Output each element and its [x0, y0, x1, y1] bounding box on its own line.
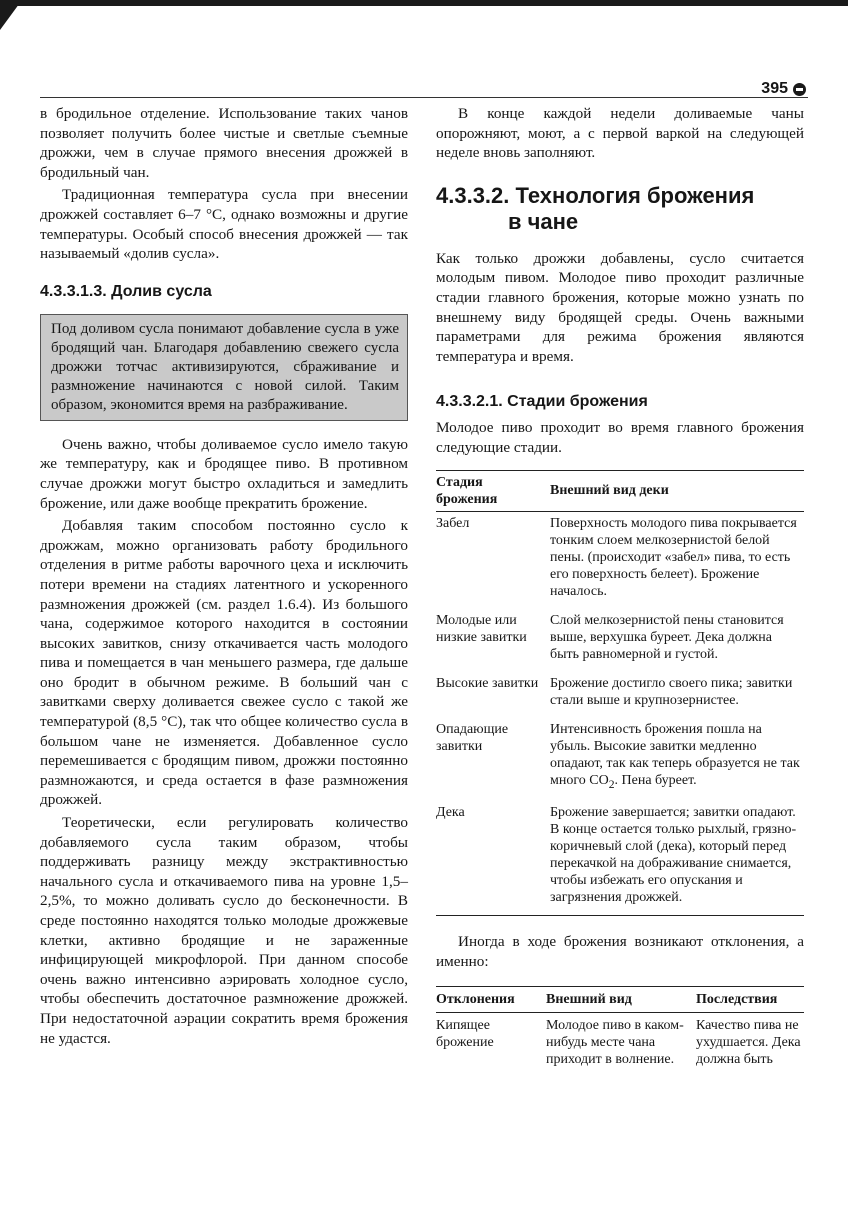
header-consequence: Последствия [696, 991, 778, 1007]
paragraph: Традиционная температура сусла при внесении дрожжей составляет 6–7 °С, однако возможны и другие температуры. Особый способ внесения дрожжей — так называемый «долив сусла». [40, 186, 408, 263]
left-column [40, 104, 408, 1048]
paragraph: Молодое пиво проходит во время главного брожения следующие стадии. [436, 419, 804, 456]
table-row [436, 718, 804, 802]
paragraph: Очень важно, чтобы доливаемое сусло имело такую же температуру, как и бродящее пиво. В противном случае дрожжи могут быстро охладиться и замедлить брожение, или даже вообще прекратить брожение. [40, 435, 408, 512]
table-header-row [436, 470, 804, 511]
top-border [0, 0, 848, 6]
section-heading-stages: 4.3.3.2.1. Стадии брожения [436, 393, 648, 411]
header-appearance: Внешний вид деки [550, 483, 669, 499]
table-row [436, 672, 804, 718]
appearance-cell: Молодое пиво в каком-нибудь месте чана приходит в волнение. [546, 1017, 684, 1067]
stage-cell: Дека [436, 805, 465, 821]
appearance-cell: Брожение достигло своего пика; завитки стали выше и крупнозернистее. [550, 675, 793, 708]
paragraph: Как только дрожжи добавлены, сусло считается молодым пивом. Молодое пиво проходит различные стадии главного брожения, которые можно узнать по внешнему виду бродящей среды. Очень важными параметрами для режима брожения являются температура и время. [436, 249, 804, 365]
paragraph: Добавляя таким способом постоянно сусло к дрожжам, можно организовать работу бродильного отделения в ритме работы варочного цеха и исключить потери времени на стадиях латентного и ускоренного размножения дрожжей (см. раздел 1.6.4). Из большого чана, содержимое которого находится в состоянии высоких завитков, снизу откачивается часть молодого пива и помещается в чан меньшего размера, где дальше оно бродит в обычном режиме. В больший чан с завитками сверху доливается свежее сусло с такой же температурой (8,5 °С), так что общее количество сусла в большом чане не изменяется. Добавленное сусло перемешивается с бродящим пивом, дрожжи постоянно размножаются, и среда остается в фазе размножения дрожжей. [40, 517, 408, 809]
definition-box [40, 314, 408, 421]
page-marker-icon [793, 83, 806, 96]
paragraph: Иногда в ходе брожения возникают отклонения, а именно: [436, 933, 804, 970]
appearance-text: Интенсивность брожения пошла на убыль. Высокие завитки медленно опадают, так как теперь образуется не так много CO [550, 721, 800, 788]
stage-cell: Опадающие завитки [436, 721, 509, 754]
stage-cell: Высокие завитки [436, 675, 539, 691]
header-deviation: Отклонения [436, 991, 515, 1007]
stages-table [436, 470, 804, 917]
corner-mark [0, 0, 22, 30]
appearance-cell: Поверхность молодого пива покрывается тонким слоем мелкозернистой белой пены. (происходит «забел» пива, то есть его поверхность белеет). Брожение началось. [550, 515, 797, 599]
paragraph: В конце каждой недели доливаемые чаны опорожняют, моют, а с первой варкой на следующей неделе вновь заполняют. [436, 105, 804, 162]
table-row [436, 801, 804, 916]
header-rule [40, 97, 808, 98]
table-row [436, 609, 804, 672]
page-number-text: 395 [761, 80, 788, 97]
appearance-text-end: . Пена буреет. [614, 772, 697, 788]
deviations-table [436, 986, 804, 1072]
consequence-cell: Качество пива не ухудшается. Дека должна быть [696, 1017, 801, 1067]
right-column [436, 104, 804, 1072]
deviation-cell: Кипящее брожение [436, 1017, 494, 1050]
heading-line-1: 4.3.3.2. Технология брожения [436, 182, 755, 208]
heading-line-2: в чане [508, 208, 579, 234]
page-number [761, 80, 806, 98]
appearance-cell [550, 718, 804, 802]
header-stage: Стадия брожения [436, 474, 498, 507]
appearance-cell: Брожение завершается; завитки опадают. В конце остается только рыхлый, грязно-коричневый слой (дека), который перед перекачкой на дображивание снимается, чтобы избежать его опускания и загрязнения дрожжей. [550, 805, 797, 906]
section-heading-doliv: 4.3.3.1.3. Долив сусла [40, 282, 212, 300]
definition-text: Под доливом сусла понимают добавление сусла в уже бродящий чан. Благодаря добавлению свежего сусла дрожжи тотчас активизируются, сбраживание и размножение начинаются с новой силой. Таким образом, экономится время на разбраживание. [51, 320, 399, 413]
table-row [436, 511, 804, 609]
table-row [436, 1012, 804, 1072]
stage-cell: Забел [436, 515, 470, 531]
paragraph: в бродильное отделение. Использование таких чанов позволяет получить более чистые и светлые съемные дрожжи, чем в случае прямого внесения дрожжей в бродильный чан. [40, 105, 408, 181]
header-appearance: Внешний вид [546, 991, 632, 1007]
table-header-row [436, 986, 804, 1012]
section-heading-technology [436, 183, 804, 235]
paragraph: Теоретически, если регулировать количество добавляемого сусла таким образом, чтобы поддерживать разницу между экстрактивностью начального сусла и откачиваемого пива на уровне 1,5–2,5%, то можно доливать сусло до бесконечности. В среде постоянно находятся только молодые дрожжевые клетки, активно бродящие и не зараженные инфицирующей микрофлорой. При данном способе очень важно интенсивно аэрировать холодное сусло, чтобы обеспечить достаточное размножение дрожжей. При недостаточной аэрации сократить время брожения не удастся. [40, 814, 408, 1047]
appearance-cell: Слой мелкозернистой пены становится выше, верхушка буреет. Дека должна быть равномерной и густой. [550, 612, 784, 662]
stage-cell: Молодые или низкие завитки [436, 612, 527, 645]
subscript-text: 2 [608, 777, 615, 791]
